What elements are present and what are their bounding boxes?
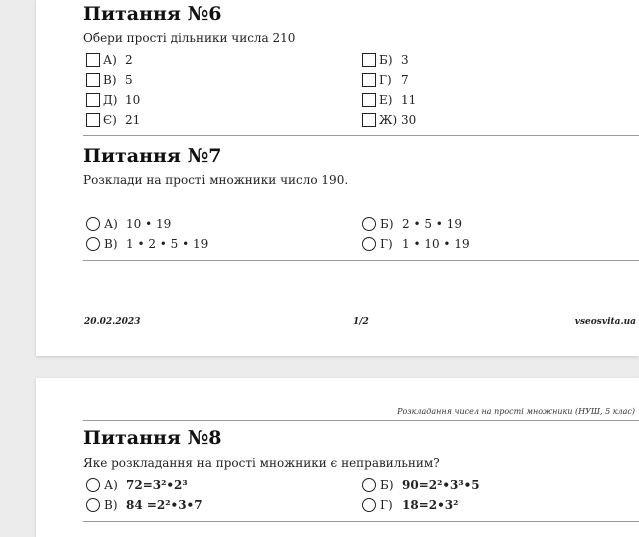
- q6-option-g[interactable]: [362, 71, 409, 89]
- radio-button[interactable]: [86, 478, 100, 492]
- option-letter: В): [103, 73, 117, 87]
- question-6-text: Обери прості дільники числа 210: [83, 31, 296, 45]
- checkbox[interactable]: [362, 93, 376, 107]
- option-value: 30: [401, 113, 417, 127]
- option-letter: А): [104, 217, 118, 231]
- q8-option-g[interactable]: [362, 496, 458, 514]
- option-letter: Є): [103, 113, 117, 127]
- option-letter: Д): [103, 93, 118, 107]
- option-letter: Г): [380, 498, 393, 512]
- question-8-title: Питання №8: [83, 427, 222, 449]
- q8-option-v[interactable]: [86, 496, 203, 514]
- option-letter: В): [104, 498, 118, 512]
- running-header: Розкладання чисел на прості множники (НУШ, 5 клас): [397, 407, 635, 416]
- radio-button[interactable]: [362, 217, 376, 231]
- option-letter: Е): [379, 93, 393, 107]
- checkbox[interactable]: [362, 113, 376, 127]
- option-value: 1 • 2 • 5 • 19: [126, 237, 209, 251]
- checkbox[interactable]: [362, 73, 376, 87]
- q6-option-ye[interactable]: [86, 111, 140, 129]
- radio-button[interactable]: [362, 237, 376, 251]
- option-letter: А): [103, 53, 117, 67]
- document-page-1: [36, 0, 639, 356]
- option-letter: Г): [379, 73, 392, 87]
- radio-button[interactable]: [362, 478, 376, 492]
- option-value: 72=3²•2³: [126, 478, 188, 492]
- checkbox[interactable]: [86, 53, 100, 67]
- option-letter: Б): [379, 53, 393, 67]
- radio-button[interactable]: [86, 498, 100, 512]
- option-value: 18=2•3²: [402, 498, 459, 512]
- checkbox[interactable]: [86, 113, 100, 127]
- checkbox[interactable]: [362, 53, 376, 67]
- q7-option-a[interactable]: [86, 215, 171, 233]
- option-value: 21: [125, 113, 141, 127]
- option-value: 84 =2²•3•7: [126, 498, 203, 512]
- question-7-text: Розклади на прості множники число 190.: [83, 173, 349, 187]
- option-letter: А): [104, 478, 118, 492]
- question-6-title: Питання №6: [83, 3, 222, 25]
- option-letter: Ж): [379, 113, 398, 127]
- q8-option-a[interactable]: [86, 476, 188, 494]
- radio-button[interactable]: [362, 498, 376, 512]
- q6-option-d[interactable]: [86, 91, 140, 109]
- q6-option-v[interactable]: [86, 71, 133, 89]
- option-value: 7: [401, 73, 409, 87]
- q7-option-v[interactable]: [86, 235, 208, 253]
- divider: [83, 260, 639, 261]
- q6-option-zh[interactable]: [362, 111, 416, 129]
- q6-option-a[interactable]: [86, 51, 133, 69]
- option-value: 1 • 10 • 19: [402, 237, 470, 251]
- radio-button[interactable]: [86, 237, 100, 251]
- question-8-text: Яке розкладання на прості множники є неправильним?: [83, 456, 440, 470]
- q6-option-e[interactable]: [362, 91, 416, 109]
- option-value: 5: [125, 73, 133, 87]
- option-value: 10 • 19: [126, 217, 172, 231]
- radio-button[interactable]: [86, 217, 100, 231]
- q7-option-b[interactable]: [362, 215, 462, 233]
- q6-option-b[interactable]: [362, 51, 409, 69]
- question-7-title: Питання №7: [83, 145, 222, 167]
- divider: [83, 420, 639, 421]
- q8-option-b[interactable]: [362, 476, 480, 494]
- q7-option-g[interactable]: [362, 235, 470, 253]
- option-letter: Г): [380, 237, 393, 251]
- footer-date: 20.02.2023: [84, 317, 141, 327]
- option-letter: В): [104, 237, 118, 251]
- option-value: 11: [401, 93, 417, 107]
- option-value: 3: [401, 53, 409, 67]
- footer-page-number: 1/2: [353, 317, 369, 327]
- option-letter: Б): [380, 478, 394, 492]
- option-letter: Б): [380, 217, 394, 231]
- checkbox[interactable]: [86, 93, 100, 107]
- footer-site: vseosvita.ua: [574, 317, 636, 327]
- option-value: 2 • 5 • 19: [402, 217, 462, 231]
- checkbox[interactable]: [86, 73, 100, 87]
- document-page-2: [36, 378, 639, 537]
- divider: [83, 135, 639, 136]
- divider: [83, 521, 639, 522]
- option-value: 10: [125, 93, 141, 107]
- option-value: 2: [125, 53, 133, 67]
- option-value: 90=2²•3³•5: [402, 478, 480, 492]
